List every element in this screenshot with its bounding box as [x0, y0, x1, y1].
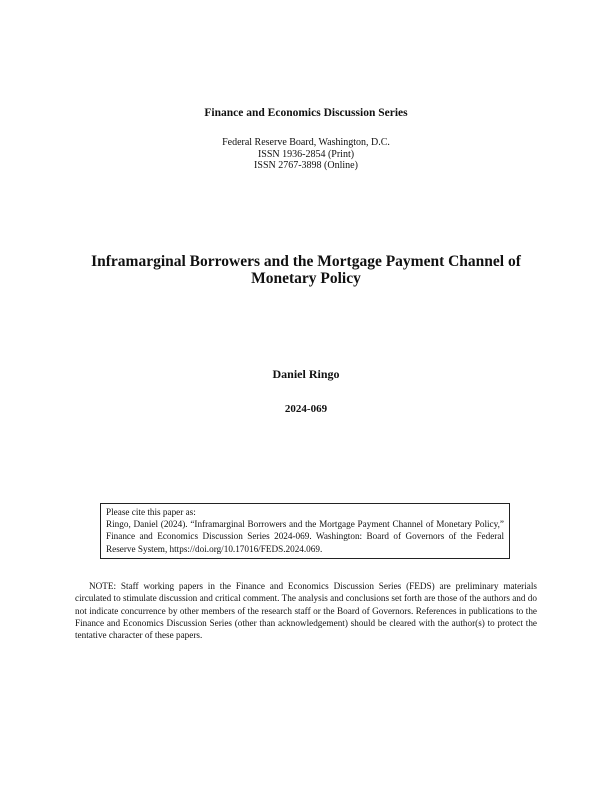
issn-online: ISSN 2767-3898 (Online): [254, 160, 358, 171]
disclaimer-note: NOTE: Staff working papers in the Finance and Economics Discussion Series (FEDS) are preliminary materials circulated to stimulate discussion and critical comment. The analysis and conclusions set forth are those of the authors and do not indicate concurrence by other members of the research staff or the Board of Governors. References in publications to the Finance and Economics Discussion Series (other than acknowledgement) should be cleared with the author(s) to protect the tentative character of these papers.: [75, 581, 537, 641]
paper-number: 2024-069: [284, 403, 328, 415]
publication-info: [0, 137, 612, 172]
citation-box: [100, 503, 510, 559]
author-name: Daniel Ringo: [272, 367, 340, 381]
publisher: Federal Reserve Board, Washington, D.C.: [222, 137, 390, 148]
issn-print: ISSN 1936-2854 (Print): [257, 148, 355, 160]
series-name: Finance and Economics Discussion Series: [204, 107, 408, 119]
citation-label: Please cite this paper as:: [106, 507, 196, 517]
paper-title: Inframarginal Borrowers and the Mortgage Payment Channel of Monetary Policy: [91, 253, 521, 287]
citation-text: Ringo, Daniel (2024). “Inframarginal Borrowers and the Mortgage Payment Channel of Monetary Policy,” Finance and Economics Discussion Series 2024-069. Washington: Board of Governors of the Federal Reserve System, https://doi.org/10.17016/FEDS.2024.069.: [106, 519, 504, 554]
